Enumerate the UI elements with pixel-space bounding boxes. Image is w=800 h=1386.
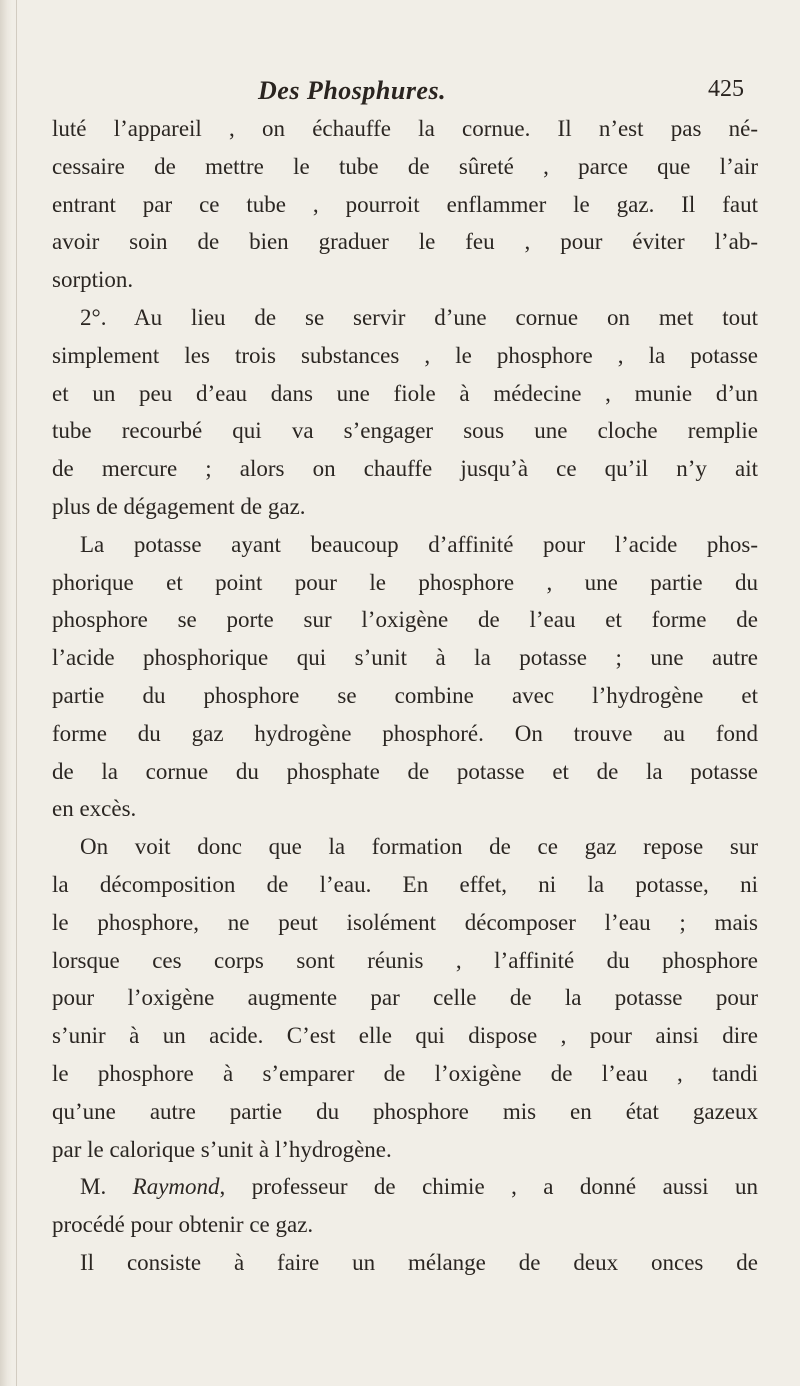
text-line-raymond <box>52 1168 758 1206</box>
text-line: simplement les trois substances , le phosphore , la potasse <box>52 342 758 368</box>
running-head <box>0 68 800 108</box>
text-line: et un peu d’eau dans une fiole à médecine , munie d’un <box>52 380 758 406</box>
raymond-suffix: , professeur de chimie , a donné aussi un <box>219 1174 758 1200</box>
page-edge-shadow <box>0 0 12 1386</box>
text-line: procédé pour obtenir ce gaz. <box>52 1212 314 1238</box>
text-line: pour l’oxigène augmente par celle de la potasse pour <box>52 985 758 1011</box>
text-line: On voit donc que la formation de ce gaz repose sur <box>80 834 758 860</box>
text-line: par le calorique s’unit à l’hydrogène. <box>52 1136 392 1162</box>
running-title: Des Phosphures. <box>258 76 447 105</box>
text-line: entrant par ce tube , pourroit enflammer le gaz. Il faut <box>52 191 758 217</box>
text-line: avoir soin de bien graduer le feu , pour éviter l’ab- <box>52 229 758 255</box>
text-line: forme du gaz hydrogène phosphoré. On trouve au fond <box>52 720 758 746</box>
text-line: phorique et point pour le phosphore , une partie du <box>52 569 758 595</box>
text-line: de la cornue du phosphate de potasse et de la potasse <box>52 758 758 784</box>
text-line: de mercure ; alors on chauffe jusqu’à ce qu’il n’y ait <box>52 456 758 482</box>
text-line: partie du phosphore se combine avec l’hydrogène et <box>52 682 758 708</box>
text-line: Il consiste à faire un mélange de deux onces de <box>80 1249 758 1275</box>
text-line: La potasse ayant beaucoup d’affinité pour l’acide phos- <box>80 531 758 557</box>
text-line: tube recourbé qui va s’engager sous une cloche remplie <box>52 418 758 444</box>
text-line: sorption. <box>52 267 134 293</box>
text-line: le phosphore, ne peut isolément décomposer l’eau ; mais <box>52 909 758 935</box>
text-line: qu’une autre partie du phosphore mis en état gazeux <box>52 1098 758 1124</box>
page-gutter-line <box>16 0 17 1386</box>
text-line: s’unir à un acide. C’est elle qui dispose , pour ainsi dire <box>52 1023 758 1049</box>
text-line: plus de dégagement de gaz. <box>52 493 306 519</box>
text-line: le phosphore à s’emparer de l’oxigène de l’eau , tandi <box>52 1060 758 1086</box>
raymond-name: Raymond <box>132 1174 220 1200</box>
text-line: la décomposition de l’eau. En effet, ni la potasse, ni <box>52 871 758 897</box>
raymond-prefix: M. <box>80 1174 133 1200</box>
text-line: cessaire de mettre le tube de sûreté , parce que l’air <box>52 153 758 179</box>
text-body <box>52 110 758 1282</box>
text-line: en excès. <box>52 796 137 822</box>
text-line: phosphore se porte sur l’oxigène de l’eau et forme de <box>52 607 758 633</box>
text-line: l’acide phosphorique qui s’unit à la potasse ; une autre <box>52 645 758 671</box>
text-line: luté l’appareil , on échauffe la cornue. Il n’est pas né- <box>52 116 758 141</box>
page-number: 425 <box>708 76 744 102</box>
text-line: 2°. Au lieu de se servir d’une cornue on met tout <box>80 304 758 330</box>
text-line: lorsque ces corps sont réunis , l’affinité du phosphore <box>52 947 758 973</box>
